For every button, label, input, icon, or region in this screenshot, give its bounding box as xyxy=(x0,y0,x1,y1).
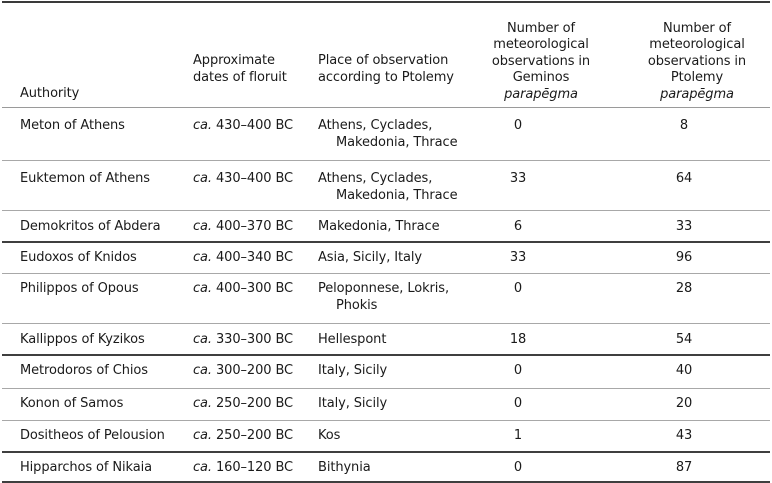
dates-value: 400–370 BC xyxy=(216,219,294,234)
cell-authority: Meton of Athens xyxy=(20,118,125,133)
table-header xyxy=(2,3,770,108)
table-row xyxy=(2,389,770,421)
table-row xyxy=(2,356,770,389)
header-geminos-line: parapēgma xyxy=(504,86,578,102)
cell-geminos-count: 0 xyxy=(513,118,523,133)
cell-ptolemy-count: 43 xyxy=(675,428,693,443)
circa-label: ca. xyxy=(193,219,212,234)
table-row xyxy=(2,108,770,161)
cell-place xyxy=(318,363,387,380)
cell-place xyxy=(318,332,386,349)
dates-value: 300–200 BC xyxy=(216,363,294,378)
cell-authority: Dositheos of Pelousion xyxy=(20,428,165,443)
header-geminos-line: meteorological xyxy=(493,37,589,52)
cell-authority: Metrodoros of Chios xyxy=(20,363,148,378)
circa-label: ca. xyxy=(193,460,212,475)
table-row xyxy=(2,453,770,483)
table-row xyxy=(2,421,770,453)
table-row xyxy=(2,161,770,211)
place-line: Makedonia, Thrace xyxy=(318,219,440,234)
dates-value: 430–400 BC xyxy=(216,118,294,133)
dates-value: 400–300 BC xyxy=(216,281,294,296)
header-dates-line: Approximate xyxy=(193,53,275,68)
header-ptolemy-line: parapēgma xyxy=(660,86,734,102)
header-place xyxy=(318,53,454,86)
header-place-line: Place of observation xyxy=(318,53,449,68)
cell-geminos-count: 0 xyxy=(513,281,523,296)
cell-place xyxy=(318,281,449,314)
cell-geminos-count: 18 xyxy=(509,332,527,347)
circa-label: ca. xyxy=(193,363,212,378)
place-line: Phokis xyxy=(336,297,378,313)
cell-place xyxy=(318,118,457,151)
header-ptolemy-line: Number of xyxy=(663,20,731,36)
place-line: Bithynia xyxy=(318,460,371,475)
dates-value: 400–340 BC xyxy=(216,250,294,265)
cell-place xyxy=(318,171,457,204)
cell-dates xyxy=(193,396,293,413)
cell-geminos-count: 0 xyxy=(513,363,523,378)
cell-place xyxy=(318,219,439,236)
place-line: Athens, Cyclades, xyxy=(318,171,433,186)
cell-ptolemy-count: 96 xyxy=(675,250,693,265)
header-geminos-line: Number of xyxy=(507,20,575,36)
header-ptolemy xyxy=(624,21,770,104)
header-ptolemy-line: observations in xyxy=(647,53,747,69)
cell-dates xyxy=(193,171,293,188)
circa-label: ca. xyxy=(193,396,212,411)
place-line: Makedonia, Thrace xyxy=(336,134,458,150)
header-authority: Authority xyxy=(20,85,80,101)
table-row xyxy=(2,243,770,274)
cell-geminos-count: 33 xyxy=(509,171,527,186)
cell-ptolemy-count: 64 xyxy=(675,171,693,186)
circa-label: ca. xyxy=(193,118,212,133)
cell-geminos-count: 33 xyxy=(509,250,527,265)
place-line: Italy, Sicily xyxy=(318,396,388,411)
cell-place xyxy=(318,460,371,477)
dates-value: 250–200 BC xyxy=(216,396,294,411)
cell-ptolemy-count: 8 xyxy=(679,118,689,133)
cell-ptolemy-count: 54 xyxy=(675,332,693,347)
circa-label: ca. xyxy=(193,332,212,347)
cell-authority: Hipparchos of Nikaia xyxy=(20,460,153,475)
cell-dates xyxy=(193,281,293,298)
cell-dates xyxy=(193,363,293,380)
table-row xyxy=(2,324,770,356)
circa-label: ca. xyxy=(193,428,212,443)
circa-label: ca. xyxy=(193,250,212,265)
header-geminos-line: observations in xyxy=(491,53,591,69)
place-line: Asia, Sicily, Italy xyxy=(318,250,423,265)
cell-place xyxy=(318,428,340,445)
cell-ptolemy-count: 87 xyxy=(675,460,693,475)
header-dates xyxy=(193,53,287,86)
cell-authority: Konon of Samos xyxy=(20,396,124,411)
cell-ptolemy-count: 40 xyxy=(675,363,693,378)
cell-dates xyxy=(193,332,293,349)
cell-ptolemy-count: 33 xyxy=(675,219,693,234)
header-place-line: according to Ptolemy xyxy=(318,69,454,85)
cell-geminos-count: 1 xyxy=(513,428,523,443)
header-ptolemy-line: Ptolemy xyxy=(670,70,724,85)
place-line: Peloponnese, Lokris, xyxy=(318,281,450,296)
place-line: Makedonia, Thrace xyxy=(336,187,458,203)
cell-authority: Demokritos of Abdera xyxy=(20,219,161,234)
dates-value: 330–300 BC xyxy=(216,332,294,347)
dates-value: 160–120 BC xyxy=(216,460,294,475)
cell-authority: Eudoxos of Knidos xyxy=(20,250,137,265)
cell-dates xyxy=(193,460,293,477)
dates-value: 430–400 BC xyxy=(216,171,294,186)
cell-dates xyxy=(193,428,293,445)
cell-place xyxy=(318,396,387,413)
circa-label: ca. xyxy=(193,281,212,296)
cell-place xyxy=(318,250,422,267)
header-ptolemy-line: meteorological xyxy=(649,37,745,52)
cell-dates xyxy=(193,250,293,267)
header-dates-line: dates of floruit xyxy=(193,69,287,85)
cell-authority: Kallippos of Kyzikos xyxy=(20,332,145,347)
cell-authority: Philippos of Opous xyxy=(20,281,139,296)
dates-value: 250–200 BC xyxy=(216,428,294,443)
cell-ptolemy-count: 28 xyxy=(675,281,693,296)
table-row xyxy=(2,274,770,324)
cell-dates xyxy=(193,118,293,135)
cell-dates xyxy=(193,219,293,236)
header-geminos-line: Geminos xyxy=(512,70,570,85)
circa-label: ca. xyxy=(193,171,212,186)
cell-geminos-count: 0 xyxy=(513,460,523,475)
place-line: Hellespont xyxy=(318,332,387,347)
cell-ptolemy-count: 20 xyxy=(675,396,693,411)
cell-geminos-count: 6 xyxy=(513,219,523,234)
table-row xyxy=(2,211,770,243)
header-geminos xyxy=(458,21,624,104)
place-line: Athens, Cyclades, xyxy=(318,118,433,133)
cell-authority: Euktemon of Athens xyxy=(20,171,150,186)
cell-geminos-count: 0 xyxy=(513,396,523,411)
place-line: Kos xyxy=(318,428,341,443)
place-line: Italy, Sicily xyxy=(318,363,388,378)
